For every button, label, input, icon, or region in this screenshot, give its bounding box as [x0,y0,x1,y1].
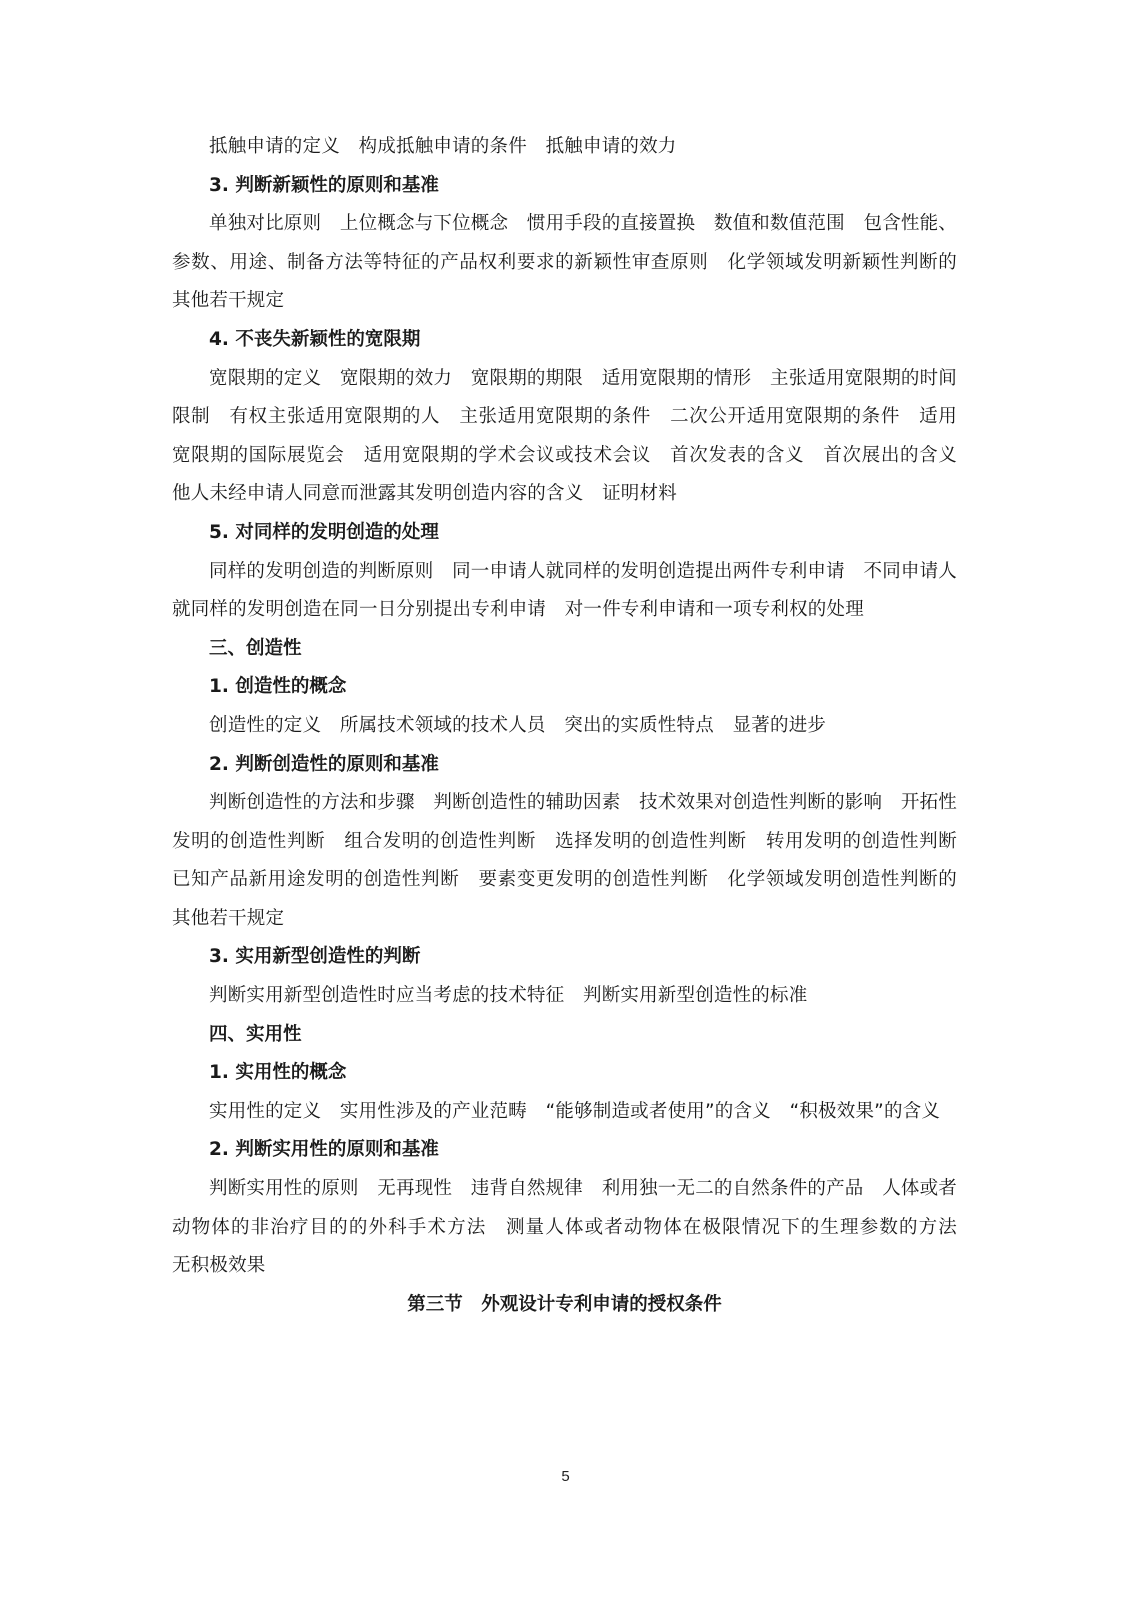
paragraph-inventiveness-principles: 判断创造性的方法和步骤 判断创造性的辅助因素 技术效果对创造性判断的影响 开拓性发明的创造性判断 组合发明的创造性判断 选择发明的创造性判断 转用发明的创造性判断 已知产品新用途发明的创造性判断 要素变更发明的创造性判断 化学领域发明创造性判断的其他若干规定 [172,792,976,929]
subheading-utility-model-inventiveness: 3. 实用新型创造性的判断 [209,946,421,968]
subheading-practicality-principles: 2. 判断实用性的原则和基准 [209,1139,439,1161]
subheading-same-invention: 5. 对同样的发明创造的处理 [209,521,439,543]
section-heading-practicality: 四、实用性 [209,1023,302,1045]
paragraph-practicality-principles: 判断实用性的原则 无再现性 违背自然规律 利用独一无二的自然条件的产品 人体或者动物体的非治疗目的的外科手术方法 测量人体或者动物体在极限情况下的生理参数的方法 无积极效果 [172,1178,976,1277]
chapter-heading-design-patent: 第三节 外观设计专利申请的授权条件 [407,1293,722,1315]
subheading-grace-period: 4. 不丧失新颖性的宽限期 [209,328,421,350]
paragraph-utility-model-inventiveness: 判断实用新型创造性时应当考虑的技术特征 判断实用新型创造性的标准 [209,985,808,1007]
paragraph-conflicting-application: 抵触申请的定义 构成抵触申请的条件 抵触申请的效力 [209,136,677,157]
paragraph-novelty-principles: 单独对比原则 上位概念与下位概念 惯用手段的直接置换 数值和数值范围 包含性能、参数、用途、制备方法等特征的产品权利要求的新颖性审查原则 化学领域发明新颖性判断的其他若干规定 [172,213,958,312]
subheading-inventiveness-concept: 1. 创造性的概念 [209,676,347,698]
paragraph-inventiveness-concept: 创造性的定义 所属技术领域的技术人员 突出的实质性特点 显著的进步 [209,714,827,736]
subheading-inventiveness-principles: 2. 判断创造性的原则和基准 [209,753,439,775]
page-number: 5 [561,1468,570,1485]
section-heading-inventiveness: 三、创造性 [209,637,302,659]
page-content [172,128,976,1324]
paragraph-grace-period: 宽限期的定义 宽限期的效力 宽限期的期限 适用宽限期的情形 主张适用宽限期的时间限制 有权主张适用宽限期的人 主张适用宽限期的条件 二次公开适用宽限期的条件 适用宽限期的国际展览会 适用宽限期的学术会议或技术会议 首次发表的含义 首次展出的含义 他人未经申请人同意而泄露其发明创造内容的含义 证明材料 [172,367,976,505]
paragraph-practicality-concept: 实用性的定义 实用性涉及的产业范畴 “能够制造或者使用”的含义 “积极效果”的含义 [209,1100,941,1122]
subheading-novelty-principles: 3. 判断新颖性的原则和基准 [209,174,439,196]
paragraph-same-invention: 同样的发明创造的判断原则 同一申请人就同样的发明创造提出两件专利申请 不同申请人就同样的发明创造在同一日分别提出专利申请 对一件专利申请和一项专利权的处理 [172,560,958,621]
subheading-practicality-concept: 1. 实用性的概念 [209,1062,347,1084]
